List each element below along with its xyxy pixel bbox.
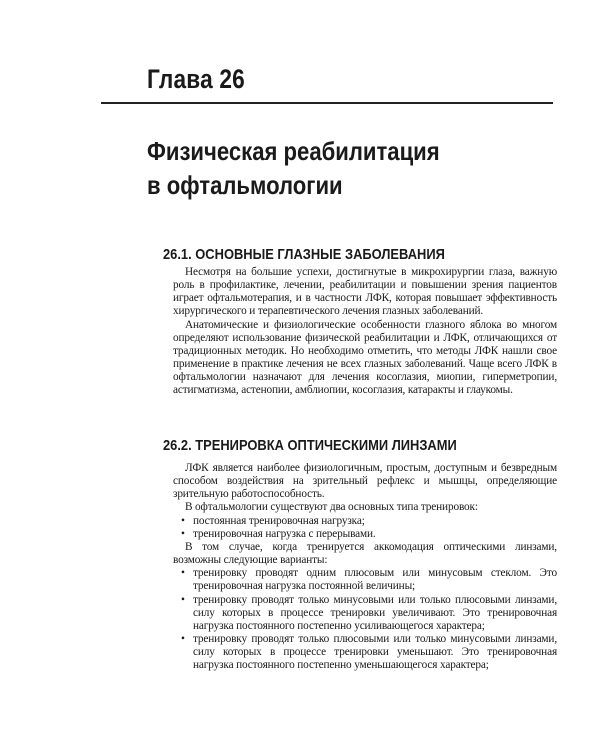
paragraph: В офтальмологии существуют два основных типа тренировок: bbox=[185, 501, 478, 514]
chapter-title bbox=[147, 134, 470, 202]
list-item: • тренировку проводят только плюсовыми или только минусовыми линзами, силу которых в процессе тренировки уменьшают. Это тренировочная нагрузка постоянного постепенно уменьшающегося характера; bbox=[173, 633, 557, 672]
section-heading-1: 26.1. ОСНОВНЫЕ ГЛАЗНЫЕ ЗАБОЛЕВАНИЯ bbox=[163, 246, 445, 263]
list-item: • тренировку проводят только минусовыми или только плюсовыми линзами, силу которых в процессе тренировки увеличивают. Это тренировочная нагрузка постоянного постепенно усиливающегося характера; bbox=[173, 594, 557, 633]
paragraph: В том случае, когда тренируется аккомодация оптическими линзами, возможны следующие варианты: bbox=[173, 540, 557, 567]
chapter-title-line-2: в офтальмологии bbox=[147, 170, 343, 200]
training-variants-list bbox=[173, 567, 557, 672]
section-2-body bbox=[173, 462, 557, 673]
list-item: • тренировку проводят одним плюсовым или минусовым стеклом. Это тренировочная нагрузка постоянной величины; bbox=[173, 567, 557, 593]
paragraph: Анатомические и физиологические особенности глазного яблока во многом определяют использование физической реабилитации и ЛФК, отличающихся от традиционных методик. Но необходимо отметить, что методы ЛФК нашли свое применение в практике лечения не всех глазных заболеваний. Чаще всего ЛФК в офтальмологии назначают для лечения косоглазия, миопии, гиперметропии, астигматизма, астенопии, амблиопии, косоглазия, катаракты и глаукомы. bbox=[173, 318, 557, 397]
training-types-list bbox=[173, 515, 557, 541]
chapter-label: Глава 26 bbox=[147, 64, 245, 94]
section-heading-2: 26.2. ТРЕНИРОВКА ОПТИЧЕСКИМИ ЛИНЗАМИ bbox=[163, 437, 457, 454]
paragraph: Несмотря на большие успехи, достигнутые в микрохирургии глаза, важную роль в профилактике, лечении, реабилитации и повышении зрения пациентов играет офтальмотерапия, и в частности ЛФК, которая повышает эффективность хирургического и терапевтического лечения глазных заболеваний. bbox=[173, 266, 557, 318]
section-1-body bbox=[173, 266, 557, 398]
list-item: • постоянная тренировочная нагрузка; bbox=[173, 515, 557, 528]
chapter-divider bbox=[101, 102, 553, 104]
paragraph: ЛФК является наиболее физиологичным, простым, доступным и безвредным способом воздействия на зрительный рефлекс и мышцы, определяющие зрительную работоспособность. bbox=[173, 462, 557, 501]
chapter-title-line-1: Физическая реабилитация bbox=[147, 136, 440, 166]
list-item: • тренировочная нагрузка с перерывами. bbox=[173, 528, 557, 541]
